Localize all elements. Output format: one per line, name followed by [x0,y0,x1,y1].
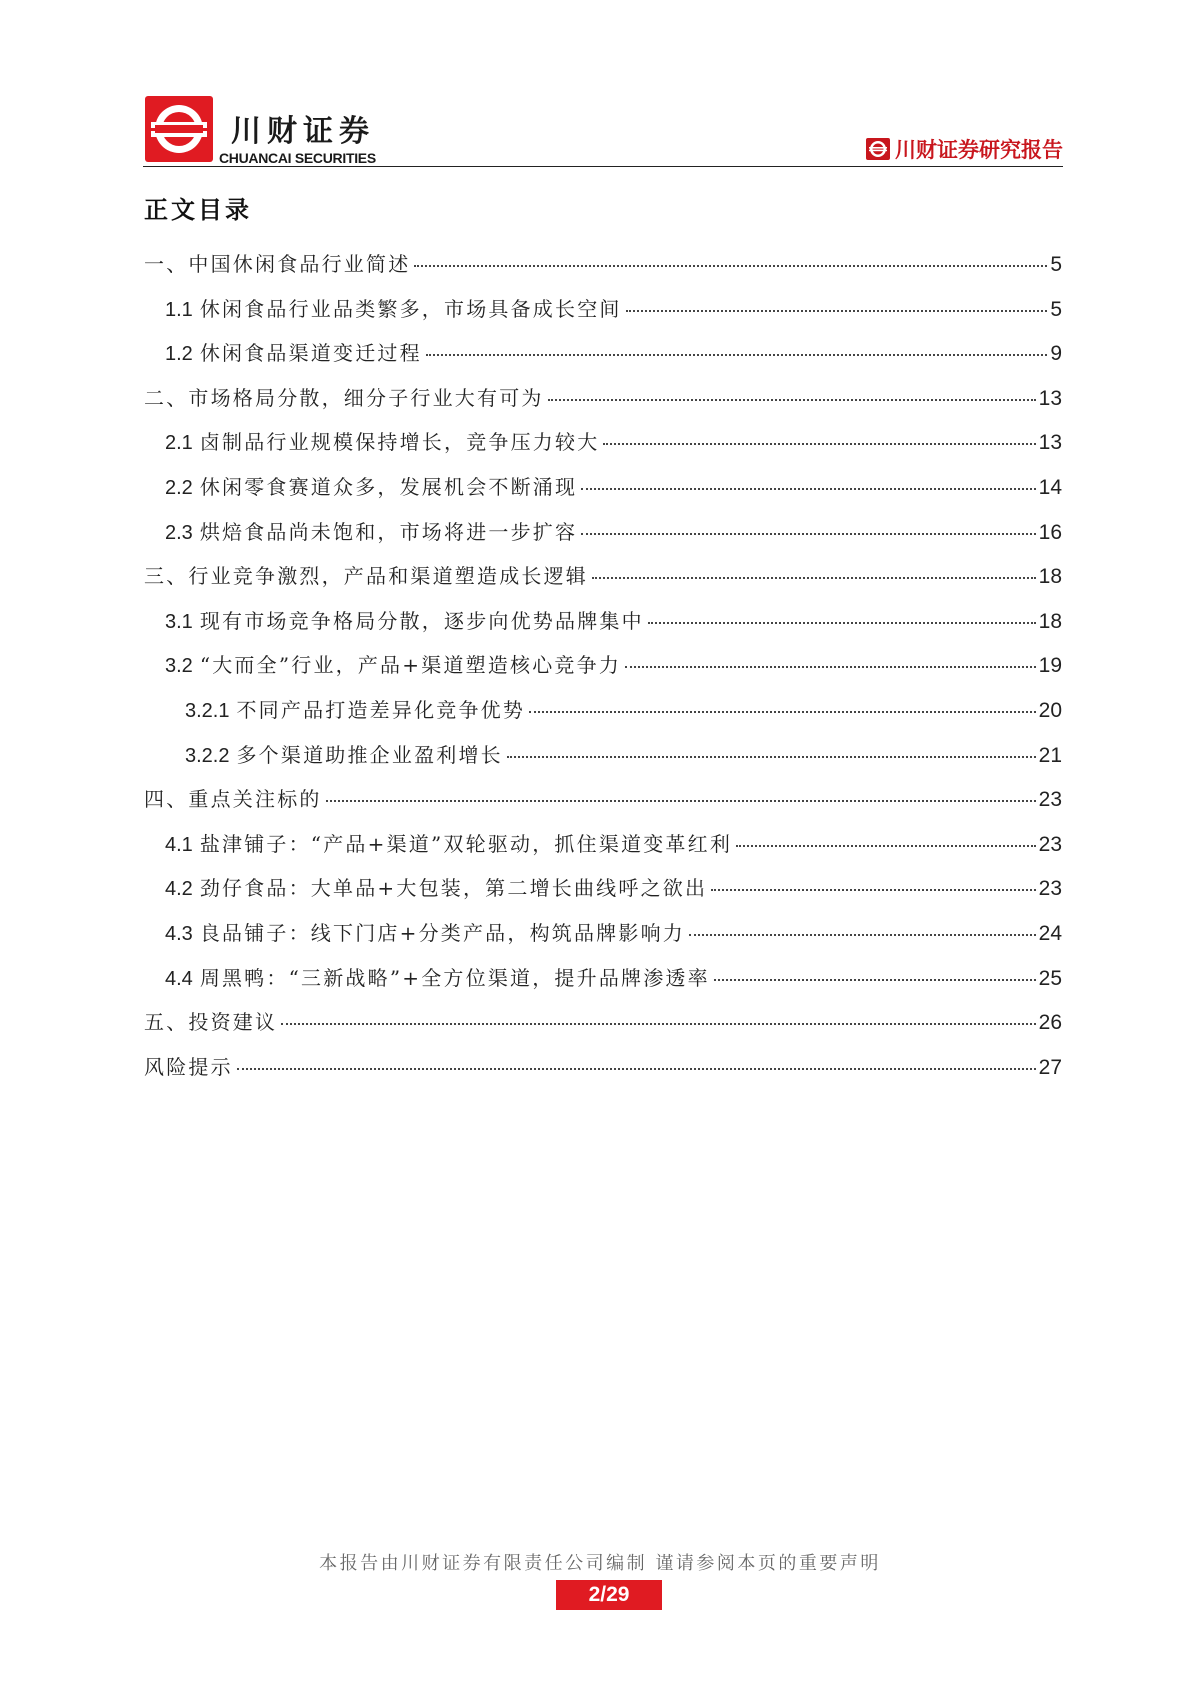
toc-section-number: 4.2 [165,878,193,901]
toc-title: 正文目录 [144,196,252,224]
toc-leader-dots [426,354,1048,356]
toc-section-number: 4.4 [165,967,193,990]
toc-entry-text: 四、重点关注标的 [144,787,322,812]
toc-entry[interactable] [144,649,1062,694]
toc-entry-text: 烘焙食品尚未饱和，市场将进一步扩容 [199,519,578,544]
toc-entry-text: 盐津铺子：“产品+渠道”双轮驱动，抓住渠道变革红利 [199,831,733,856]
toc-leader-dots [689,934,1036,936]
toc-entry[interactable] [144,605,1062,650]
toc-leader-dots [714,979,1036,981]
toc-entry-text: 风险提示 [144,1054,233,1079]
report-tag-logo-icon [865,137,891,161]
toc-entry[interactable] [144,917,1062,962]
page-indicator: 2/29 [556,1580,662,1610]
toc-page-number: 9 [1050,342,1062,366]
toc-leader-dots [626,310,1048,312]
toc-entry[interactable] [144,516,1062,561]
toc-leader-dots [581,488,1035,490]
toc-leader-dots [414,265,1047,267]
toc-entry[interactable] [144,382,1062,427]
toc-entry[interactable] [144,694,1062,739]
chuancai-logo-icon [143,94,215,164]
toc-page-number: 23 [1038,877,1062,901]
toc-page-number: 5 [1050,297,1062,321]
toc-entry[interactable] [144,426,1062,471]
toc-section-number: 3.2 [165,655,193,678]
toc-entry-text: 劲仔食品：大单品+大包装，第二增长曲线呼之欲出 [199,876,708,901]
toc-page-number: 23 [1038,788,1062,812]
toc-page-number: 25 [1038,966,1062,990]
page-header [143,94,1063,166]
toc-entry-text: 一、中国休闲食品行业简述 [144,252,411,276]
toc-page-number: 14 [1038,475,1062,499]
toc-entry[interactable] [144,1051,1062,1096]
toc-page-number: 16 [1038,520,1062,544]
toc-entry[interactable] [144,248,1062,293]
toc-entry-text: 三、行业竞争激烈，产品和渠道塑造成长逻辑 [144,564,588,589]
toc-entry[interactable] [144,783,1062,828]
toc-entry[interactable] [144,872,1062,917]
toc-entry-text: 周黑鸭：“三新战略”+全方位渠道，提升品牌渗透率 [199,965,710,990]
toc-section-number: 2.2 [165,476,193,499]
toc-page-number: 5 [1050,253,1062,276]
toc-section-number: 4.3 [165,922,193,945]
toc-entry[interactable] [144,962,1062,1007]
toc-leader-dots [529,711,1036,713]
toc-entry-text: 五、投资建议 [144,1010,278,1035]
toc-section-number: 1.1 [165,298,193,321]
toc-leader-dots [648,622,1036,624]
toc-section-number: 3.2.2 [185,744,230,767]
report-tag-text: 川财证券研究报告 [895,137,1063,162]
table-of-contents [144,248,1062,1095]
toc-page-number: 13 [1038,386,1062,410]
toc-entry[interactable] [144,560,1062,605]
toc-leader-dots [507,756,1036,758]
toc-page-number: 19 [1038,654,1062,678]
toc-section-number: 2.3 [165,521,193,544]
toc-entry-text: 休闲食品行业品类繁多，市场具备成长空间 [199,296,622,321]
toc-entry-text: 卤制品行业规模保持增长，竞争压力较大 [199,430,600,455]
toc-page-number: 18 [1038,609,1062,633]
toc-leader-dots [237,1068,1036,1070]
toc-entry[interactable] [144,293,1062,338]
toc-page-number: 13 [1038,431,1062,455]
toc-leader-dots [581,533,1035,535]
toc-leader-dots [326,800,1036,802]
toc-page-number: 20 [1038,698,1062,722]
toc-section-number: 2.1 [165,432,193,455]
toc-entry-text: 休闲零食赛道众多，发展机会不断涌现 [199,474,578,499]
toc-entry[interactable] [144,739,1062,784]
toc-page-number: 18 [1038,565,1062,589]
toc-entry[interactable] [144,828,1062,873]
toc-entry-text: 现有市场竞争格局分散，逐步向优势品牌集中 [199,608,644,633]
toc-entry[interactable] [144,471,1062,516]
toc-entry-text: 良品铺子：线下门店+分类产品，构筑品牌影响力 [199,920,685,945]
toc-entry-text: “大而全”行业，产品+渠道塑造核心竞争力 [199,653,622,678]
toc-page-number: 26 [1038,1011,1062,1035]
brand-name-chinese: 川财证券 [231,114,375,149]
toc-section-number: 4.1 [165,833,193,856]
toc-entry[interactable] [144,337,1062,382]
toc-leader-dots [281,1023,1035,1025]
toc-leader-dots [736,845,1036,847]
toc-leader-dots [592,577,1036,579]
toc-entry-text: 多个渠道助推企业盈利增长 [236,742,503,767]
toc-page-number: 21 [1038,743,1062,767]
toc-entry[interactable] [144,1006,1062,1051]
toc-entry-text: 休闲食品渠道变迁过程 [199,341,422,366]
header-divider [143,166,1063,167]
toc-leader-dots [625,666,1036,668]
toc-section-number: 1.2 [165,343,193,366]
toc-page-number: 27 [1038,1055,1062,1079]
toc-page-number: 24 [1038,921,1062,945]
toc-leader-dots [711,889,1035,891]
toc-entry-text: 不同产品打造差异化竞争优势 [236,697,526,722]
report-tag [865,134,1063,164]
toc-leader-dots [548,399,1036,401]
toc-section-number: 3.1 [165,610,193,633]
brand-name-english: CHUANCAI SECURITIES [219,150,376,166]
toc-page-number: 23 [1038,832,1062,856]
toc-section-number: 3.2.1 [185,699,230,722]
toc-entry-text: 二、市场格局分散，细分子行业大有可为 [144,385,544,410]
footer-disclaimer: 本报告由川财证券有限责任公司编制 谨请参阅本页的重要声明 [319,1553,881,1574]
toc-leader-dots [603,443,1035,445]
